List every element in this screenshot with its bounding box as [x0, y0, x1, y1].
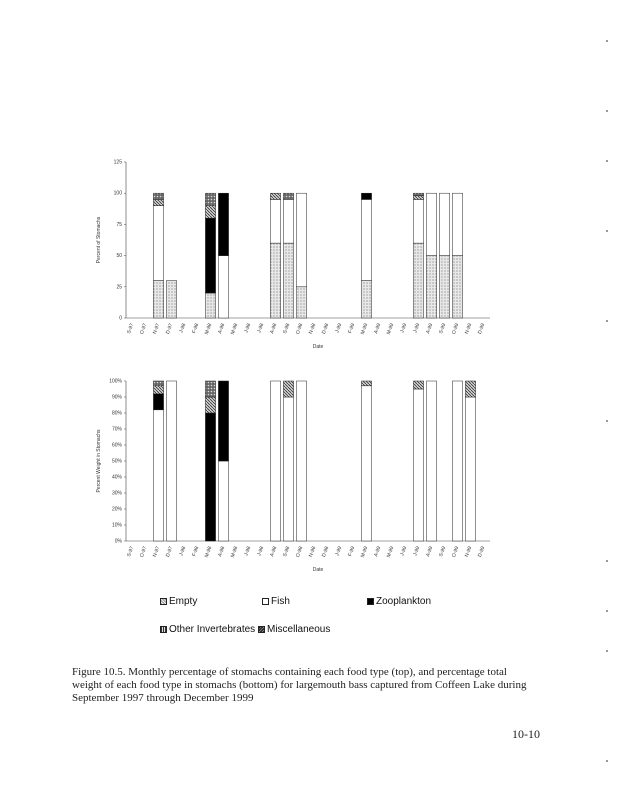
x-tick-label: J-98	[178, 545, 188, 557]
x-tick-label: N-97	[152, 322, 162, 335]
y-tick-label: 100	[113, 190, 122, 197]
x-tick-label: N-98	[308, 545, 318, 558]
bar-other-invertebrates-nov97	[153, 199, 163, 205]
x-tick-label: S-98	[282, 545, 292, 558]
x-tick-label: A-98	[269, 322, 279, 335]
y-axis-title: Percent of Stomachs	[96, 216, 102, 264]
y-tick-label: 100%	[109, 378, 122, 385]
bar-fish-nov97	[153, 206, 163, 281]
bar-empty-sep99	[439, 256, 449, 318]
bar-other-invertebrates-aug98	[270, 193, 280, 199]
bar-empty-dec97	[166, 281, 176, 318]
x-tick-label: J-99	[334, 322, 344, 334]
x-tick-label: F-98	[191, 322, 201, 335]
x-tick-label: O-99	[450, 545, 461, 559]
x-tick-label: M-99	[385, 322, 396, 336]
bar-zooplankton-mar98	[205, 413, 215, 541]
x-tick-label: J-98	[256, 322, 266, 334]
figure-caption: Figure 10.5. Monthly percentage of stomachs containing each food type (top), and percentage total weight of each food type in stomachs (bottom) for largemouth bass captured from Coffeen Lake during September 1997 through December 1999	[72, 666, 527, 704]
x-tick-label: D-99	[477, 322, 487, 335]
bar-empty-oct99	[452, 256, 462, 318]
bar-zooplankton-mar98	[205, 218, 215, 293]
x-tick-label: J-99	[399, 322, 409, 334]
x-tick-label: J-99	[334, 545, 344, 557]
bar-empty-mar99	[361, 281, 371, 318]
bar-fish-jul99	[413, 199, 423, 243]
bar-fish-aug99	[426, 381, 436, 541]
bar-zooplankton-apr98	[218, 193, 228, 255]
x-tick-label: F-99	[347, 545, 357, 558]
x-tick-label: O-98	[294, 322, 305, 336]
x-tick-label: S-99	[438, 322, 448, 335]
scan-mark	[606, 160, 608, 162]
y-tick-label: 50	[116, 253, 122, 260]
bar-fish-jul99	[413, 389, 423, 541]
x-tick-label: J-98	[178, 322, 188, 334]
bar-miscellaneous-mar98	[205, 193, 215, 205]
bar-empty-jul99	[413, 243, 423, 318]
bar-fish-nov99	[465, 397, 475, 541]
x-tick-label: M-98	[229, 322, 240, 336]
y-tick-label: 30%	[111, 490, 122, 497]
bar-fish-sep98	[283, 397, 293, 541]
bar-fish-sep98	[283, 199, 293, 243]
bar-fish-apr98	[218, 256, 228, 318]
bar-zooplankton-nov97	[153, 394, 163, 410]
scan-mark	[606, 760, 608, 762]
x-tick-label: J-99	[412, 545, 422, 557]
legend-swatch-fish	[262, 598, 269, 605]
x-tick-label: N-97	[152, 545, 162, 558]
bar-fish-aug98	[270, 199, 280, 243]
x-tick-label: A-99	[373, 322, 383, 335]
legend-swatch-zooplankton	[367, 598, 374, 605]
legend-label-fish: Fish	[271, 596, 290, 607]
x-tick-label: S-98	[282, 322, 292, 335]
y-tick-label: 0%	[114, 538, 122, 545]
x-tick-label: S-97	[126, 545, 136, 558]
bar-empty-aug99	[426, 256, 436, 318]
legend-item-other-invertebrates	[160, 624, 255, 635]
scan-mark	[606, 610, 608, 612]
bar-fish-nov97	[153, 410, 163, 541]
x-axis-title: Date	[312, 344, 324, 350]
legend-swatch-miscellaneous	[258, 626, 265, 633]
bar-miscellaneous-sep98	[283, 193, 293, 199]
legend-item-miscellaneous	[258, 624, 330, 635]
legend	[160, 596, 480, 640]
scan-mark	[606, 420, 608, 422]
x-tick-label: J-98	[243, 545, 253, 557]
legend-swatch-other-invertebrates	[160, 626, 167, 633]
y-tick-label: 50%	[111, 458, 122, 465]
scan-mark	[606, 560, 608, 562]
x-tick-label: J-98	[243, 322, 253, 334]
bar-other-invertebrates-sep98	[283, 381, 293, 397]
bar-miscellaneous-nov97	[153, 193, 163, 199]
x-tick-label: J-99	[412, 322, 422, 334]
x-axis-title: Date	[312, 567, 324, 573]
bar-fish-apr98	[218, 461, 228, 541]
bar-other-invertebrates-mar98	[205, 397, 215, 413]
bar-fish-oct99	[452, 381, 462, 541]
legend-item-empty	[160, 596, 197, 607]
legend-item-fish	[262, 596, 290, 607]
x-tick-label: N-98	[308, 322, 318, 335]
bar-empty-mar98	[205, 293, 215, 318]
bar-empty-nov97	[153, 281, 163, 318]
y-tick-label: 10%	[111, 522, 122, 529]
x-tick-label: M-98	[203, 322, 214, 336]
x-tick-label: M-98	[229, 545, 240, 559]
y-tick-label: 25	[116, 284, 122, 291]
bar-other-invertebrates-mar98	[205, 206, 215, 218]
bar-other-invertebrates-jul99	[413, 196, 423, 200]
bar-empty-sep98	[283, 243, 293, 318]
x-tick-label: N-99	[464, 545, 474, 558]
y-tick-label: 125	[113, 159, 122, 166]
x-tick-label: M-99	[359, 322, 370, 336]
scan-mark	[606, 40, 608, 42]
bar-fish-oct98	[296, 193, 306, 287]
x-tick-label: A-98	[269, 545, 279, 558]
y-tick-label: 0	[119, 315, 122, 322]
scan-edge-marks	[606, 0, 610, 800]
scan-mark	[606, 230, 608, 232]
bar-fish-dec97	[166, 381, 176, 541]
bar-empty-oct98	[296, 287, 306, 318]
bar-fish-oct99	[452, 193, 462, 255]
bar-zooplankton-mar99	[361, 193, 371, 199]
x-tick-label: O-99	[450, 322, 461, 336]
bar-zooplankton-apr98	[218, 381, 228, 461]
stomach-weight-chart	[96, 379, 490, 574]
y-tick-label: 90%	[111, 394, 122, 401]
page-number: 10-10	[512, 727, 540, 741]
y-tick-label: 60%	[111, 442, 122, 449]
x-tick-label: J-98	[256, 545, 266, 557]
bar-fish-sep99	[439, 193, 449, 255]
legend-swatch-empty	[160, 598, 167, 605]
y-tick-label: 75	[116, 221, 122, 228]
x-tick-label: A-99	[425, 545, 435, 558]
x-tick-label: A-98	[217, 322, 227, 335]
bar-empty-aug98	[270, 243, 280, 318]
x-tick-label: D-98	[321, 545, 331, 558]
bar-fish-mar99	[361, 199, 371, 280]
y-tick-label: 40%	[111, 474, 122, 481]
y-tick-label: 70%	[111, 426, 122, 433]
x-tick-label: A-99	[425, 322, 435, 335]
y-tick-label: 20%	[111, 506, 122, 513]
x-tick-label: D-99	[477, 545, 487, 558]
stomach-percent-chart	[96, 160, 490, 351]
bar-fish-oct98	[296, 381, 306, 541]
scan-mark	[606, 650, 608, 652]
y-tick-label: 80%	[111, 410, 122, 417]
bar-other-invertebrates-nov99	[465, 381, 475, 397]
x-tick-label: A-99	[373, 545, 383, 558]
legend-label-miscellaneous: Miscellaneous	[267, 624, 331, 635]
x-tick-label: J-99	[399, 545, 409, 557]
bar-other-invertebrates-nov97	[153, 386, 163, 394]
bar-other-invertebrates-jul99	[413, 381, 423, 389]
legend-label-other-invertebrates: Other Invertebrates	[169, 624, 256, 635]
scan-mark	[606, 320, 608, 322]
bar-fish-mar99	[361, 386, 371, 541]
bar-fish-aug98	[270, 381, 280, 541]
x-tick-label: D-98	[321, 322, 331, 335]
legend-item-zooplankton	[367, 596, 431, 607]
x-tick-label: M-99	[385, 545, 396, 559]
x-tick-label: O-98	[294, 545, 305, 559]
y-axis-title: Percent Weight in Stomachs	[96, 429, 102, 493]
x-tick-label: D-97	[165, 322, 175, 335]
x-tick-label: N-99	[464, 322, 474, 335]
x-tick-label: M-98	[203, 545, 214, 559]
x-tick-label: O-97	[138, 322, 149, 336]
x-tick-label: D-97	[165, 545, 175, 558]
x-tick-label: F-99	[347, 322, 357, 335]
x-tick-label: S-99	[438, 545, 448, 558]
x-tick-label: O-97	[138, 545, 149, 559]
x-tick-label: M-99	[359, 545, 370, 559]
x-tick-label: F-98	[191, 545, 201, 558]
legend-label-empty: Empty	[169, 596, 198, 607]
x-tick-label: A-98	[217, 545, 227, 558]
bar-miscellaneous-nov97	[153, 381, 163, 386]
legend-label-zooplankton: Zooplankton	[376, 596, 432, 607]
bar-miscellaneous-mar98	[205, 381, 215, 397]
bar-other-invertebrates-mar99	[361, 381, 371, 386]
bar-fish-aug99	[426, 193, 436, 255]
x-tick-label: S-97	[126, 322, 136, 335]
bar-miscellaneous-jul99	[413, 193, 423, 196]
scan-mark	[606, 110, 608, 112]
